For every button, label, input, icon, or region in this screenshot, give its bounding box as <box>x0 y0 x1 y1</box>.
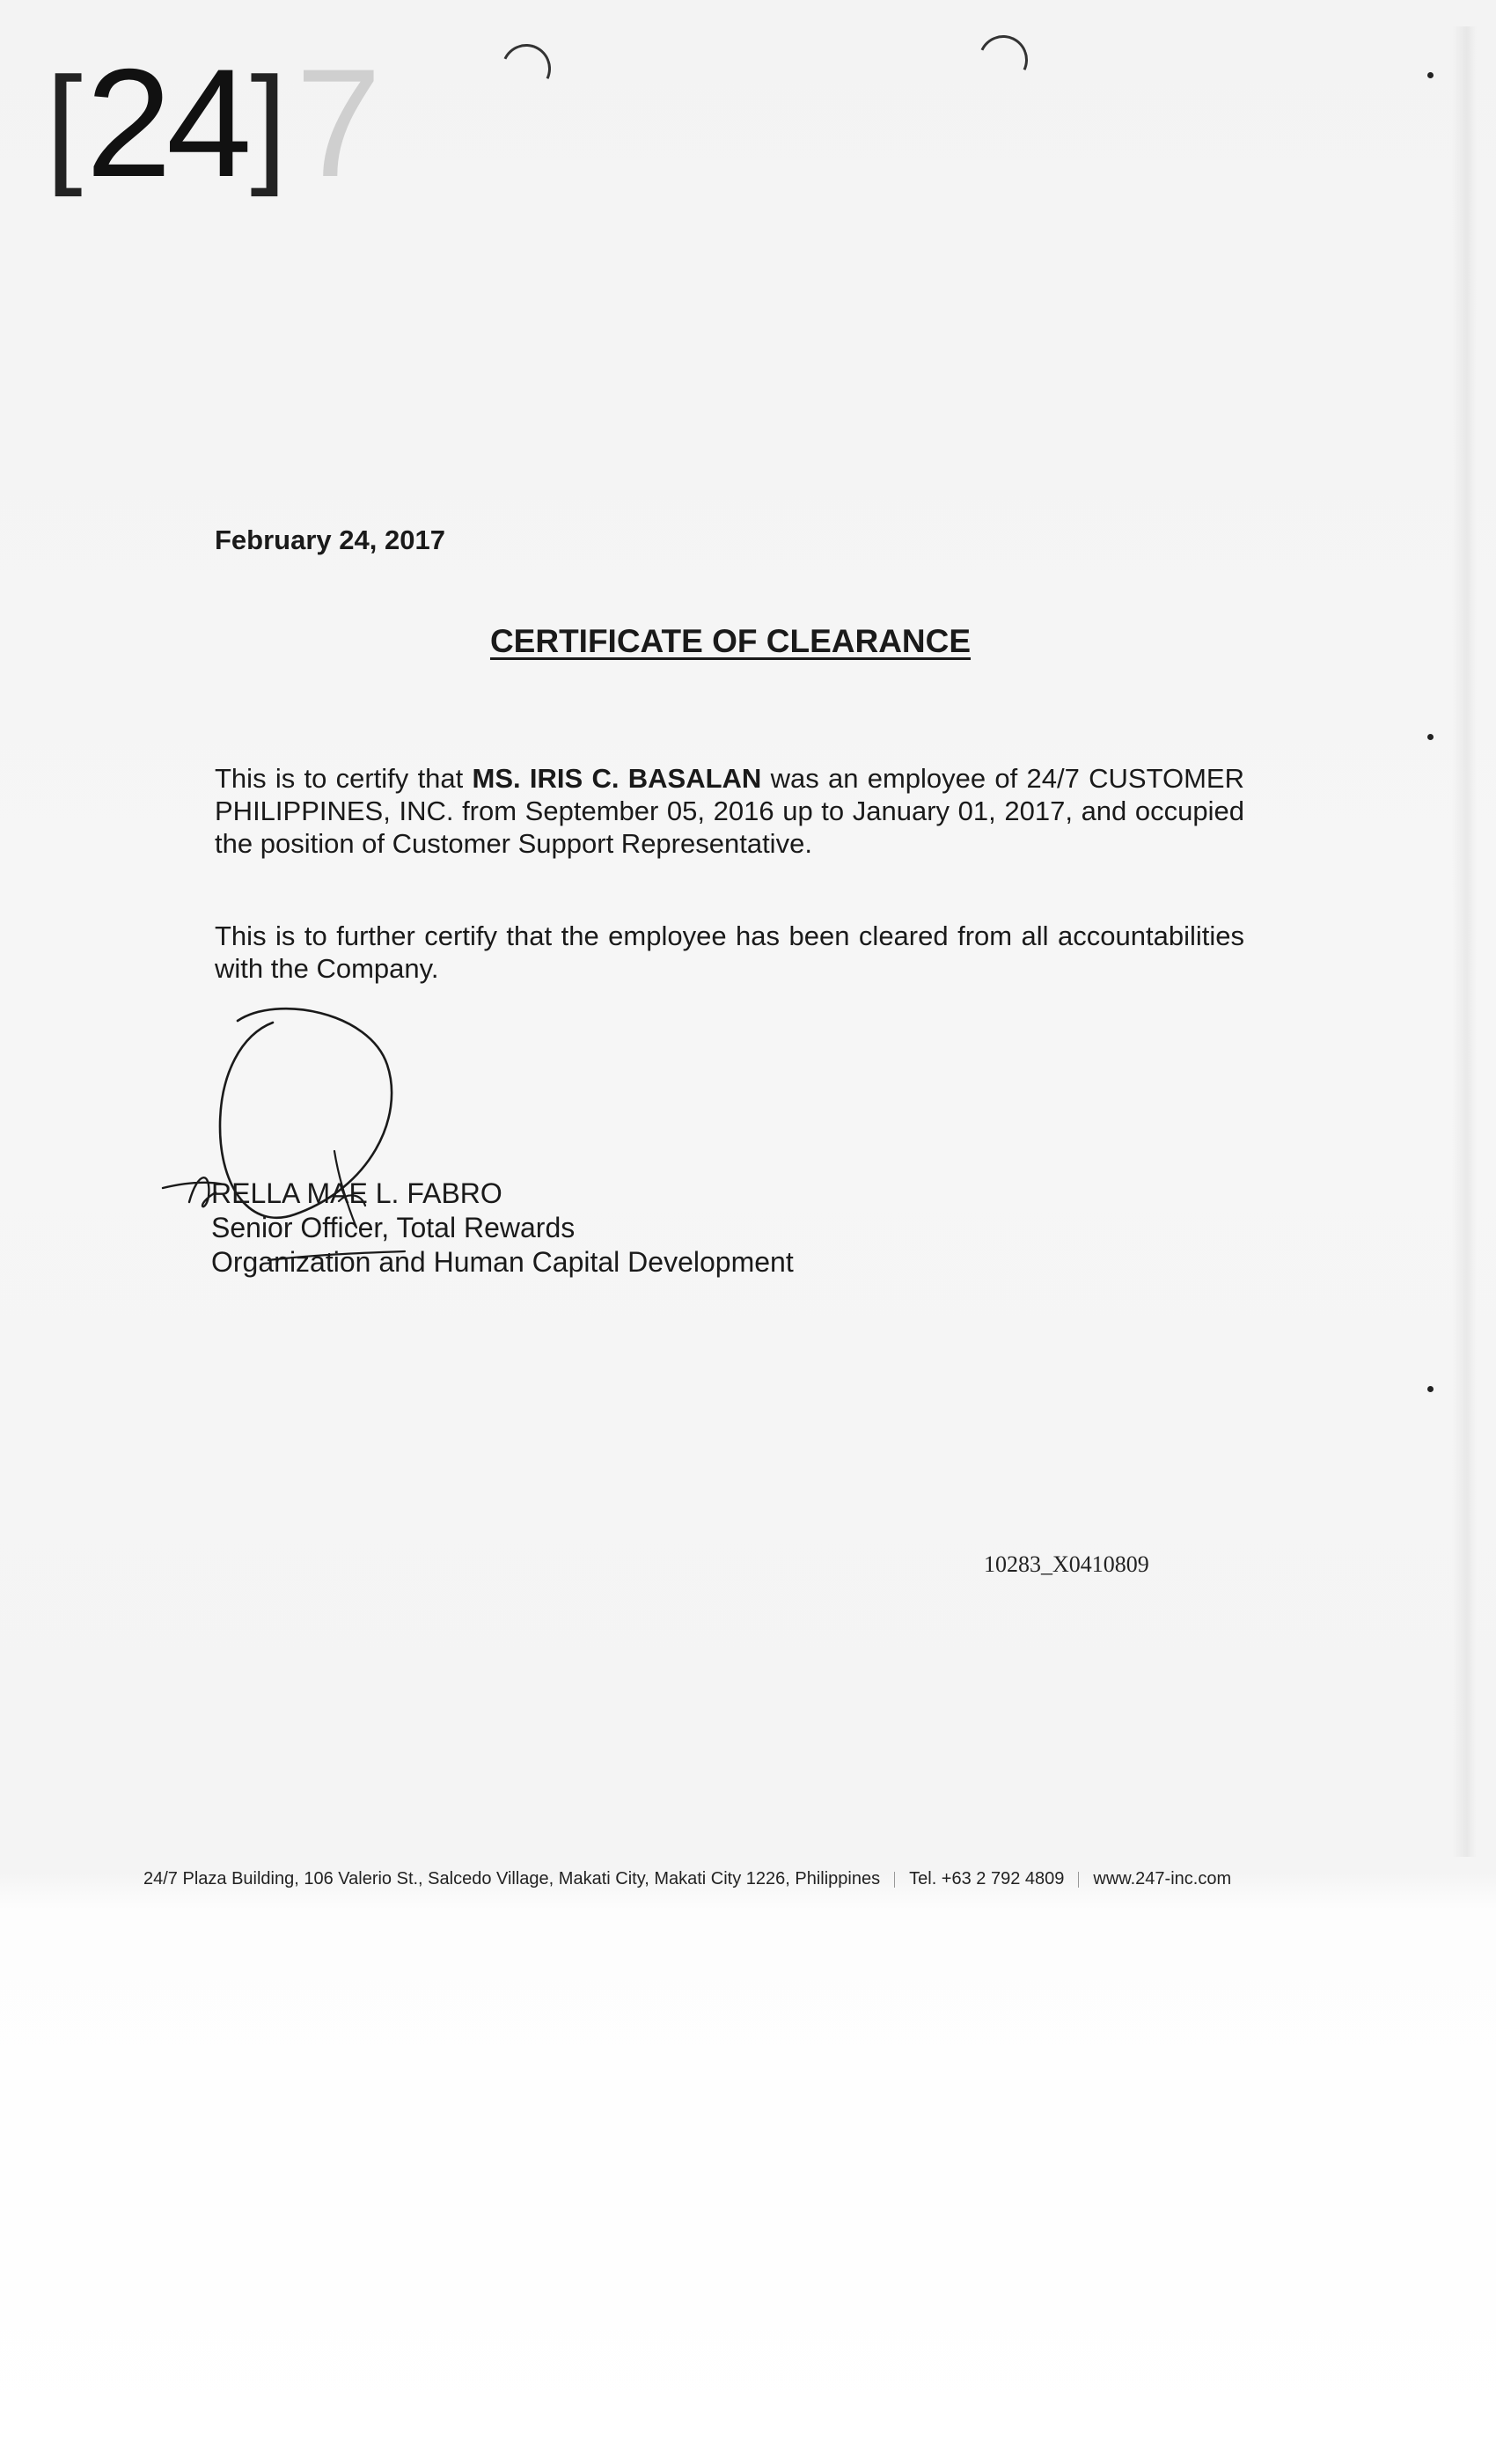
signatory-block <box>211 1177 794 1280</box>
scan-speck <box>1427 1386 1434 1392</box>
punch-hole-mark <box>495 37 558 100</box>
signatory-position: Senior Officer, Total Rewards <box>211 1212 576 1243</box>
letterhead-footer <box>143 1869 1375 1889</box>
scan-speck <box>1427 72 1434 78</box>
letter-date: February 24, 2017 <box>215 524 445 555</box>
employee-name: MS. IRIS C. BASALAN <box>472 763 762 794</box>
logo-open-bracket: [ <box>46 49 83 197</box>
footer-separator <box>1078 1872 1079 1888</box>
signatory-department: Organization and Human Capital Development <box>211 1246 794 1278</box>
signatory-name: RELLA MAE L. FABRO <box>211 1177 502 1209</box>
company-logo <box>46 37 382 209</box>
logo-number: 24 <box>85 37 247 209</box>
footer-address: 24/7 Plaza Building, 106 Valerio St., Salcedo Village, Makati City, Makati City 1226, Philippines <box>143 1869 881 1888</box>
scan-edge-shadow <box>1452 26 1477 1857</box>
footer-website: www.247-inc.com <box>1093 1869 1232 1888</box>
para1-prefix: This is to certify that <box>215 763 473 794</box>
scan-speck <box>1427 734 1434 740</box>
certificate-title: CERTIFICATE OF CLEARANCE <box>489 623 972 659</box>
punch-hole-mark <box>972 28 1035 92</box>
para1-suffix: was an employee of 24/7 CUSTOMER PHILIPPINES, INC. from September 05, 2016 up to January 01, 2017, and occupied the position of Customer Support Representative. <box>215 763 1244 859</box>
certification-paragraph <box>215 762 1244 860</box>
logo-close-bracket: ] <box>250 49 288 197</box>
logo-suffix: 7 <box>296 37 382 209</box>
footer-separator <box>894 1872 895 1888</box>
reference-code: 10283_X0410809 <box>984 1551 1149 1577</box>
clearance-paragraph: This is to further certify that the employee has been cleared from all accountabilities with the Company. <box>215 920 1244 984</box>
footer-telephone: Tel. +63 2 792 4809 <box>909 1869 1065 1888</box>
